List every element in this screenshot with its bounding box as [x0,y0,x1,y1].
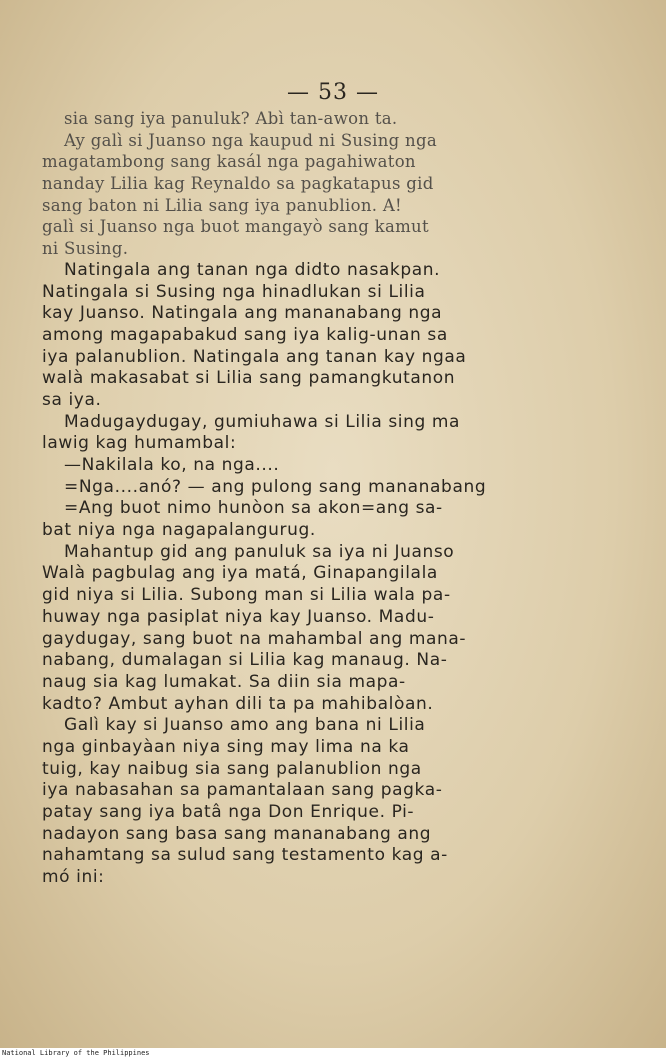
text-line: sang baton ni Lilia sang iya panublion. A! [42,195,402,215]
text-line: Walà pagbulag ang iya matá, Ginapangilala [42,563,438,584]
footer-bar [0,1048,666,1058]
text-line: nanday Lilia kag Reynaldo sa pagkatapus gid [42,174,434,194]
text-line: gid niya si Lilia. Subong man si Lilia wala pa- [42,585,451,606]
text-line: Mahantup gid ang panuluk sa iya ni Juanso [64,541,455,562]
text-line: bat niya nga nagapalangurug. [42,520,316,541]
text-line: lawig kag humambal: [42,433,237,454]
text-line: iya palanublion. Natingala ang tanan kay ngaa [42,346,467,367]
text-line: Galì kay si Juanso amo ang bana ni Lilia [64,715,426,736]
text-line: Natingala si Susing nga hinadlukan si Lilia [42,281,426,302]
text-line: galì si Juanso nga buot mangayò sang kamut [42,217,429,237]
text-line: magatambong sang kasál nga pagahiwaton [42,152,416,172]
text-line: nahamtang sa sulud sang testamento kag a- [42,845,448,866]
text-section-1 [42,108,632,260]
library-credit: National Library of the Philippines [2,1049,150,1057]
text-line: kay Juanso. Natingala ang mananabang nga [42,303,443,324]
text-line: nadayon sang basa sang mananabang ang [42,823,432,844]
text-line: naug sia kag lumakat. Sa diin sia mapa- [42,671,406,692]
text-line: =Ang buot nimo hunòon sa akon=ang sa- [64,498,443,519]
text-line: huway nga pasiplat niya kay Juanso. Madu- [42,606,435,627]
text-line: mó ini: [42,867,105,888]
text-line: tuig, kay naibug sia sang palanublion nga [42,758,422,779]
page-number: — 53 — [287,80,379,105]
text-section-2 [42,260,632,889]
body-text [42,108,632,889]
text-line: walà makasabat si Lilia sang pamangkutanon [42,368,456,389]
text-line: among magapabakud sang iya kalig-unan sa [42,324,448,345]
text-line: Natingala ang tanan nga didto nasakpan. [64,259,441,280]
text-line: Madugaydugay, gumiuhawa si Lilia sing ma [64,411,461,432]
text-line: —Nakilala ko, na nga.... [64,455,280,475]
text-line: =Nga....anó? — ang pulong sang mananabang [64,476,487,497]
text-line: nabang, dumalagan si Lilia kag manaug. Na- [42,650,448,671]
text-line: Ay galì si Juanso nga kaupud ni Susing nga [64,130,437,150]
text-line: ni Susing. [42,239,129,259]
text-line: patay sang iya batâ nga Don Enrique. Pi- [42,802,415,822]
text-line: kadto? Ambut ayhan dili ta pa mahibalòan. [42,693,434,714]
text-line: iya nabasahan sa pamantalaan sang pagka- [42,780,443,801]
text-line: gaydugay, sang buot na mahambal ang mana- [42,628,467,649]
text-line: sia sang iya panuluk? Abì tan-awon ta. [64,109,398,128]
text-line: sa iya. [42,389,102,410]
text-line: nga ginbayàan niya sing may lima na ka [42,736,410,757]
